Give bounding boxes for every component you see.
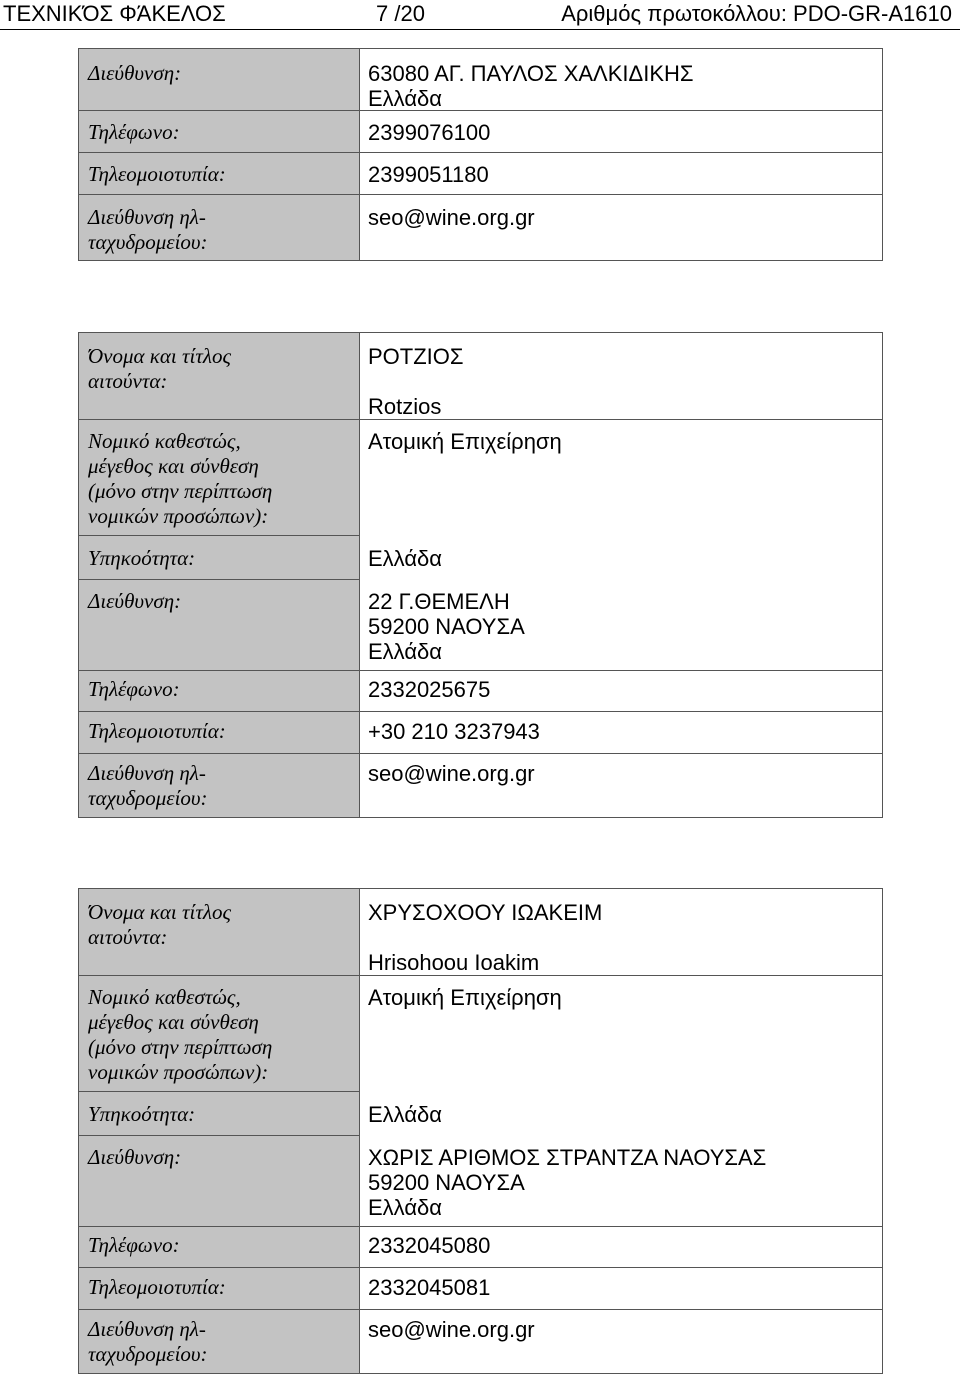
address-label: Διεύθυνση: [88, 589, 182, 613]
row-divider [79, 711, 882, 712]
phone-label: Τηλέφωνο: [88, 677, 180, 701]
phone-label: Τηλέφωνο: [88, 120, 180, 144]
address-value: ΧΩΡΙΣ ΑΡΙΘΜΟΣ ΣΤΡΑΝΤΖΑ ΝΑΟΥΣΑΣ 59200 ΝΑΟΥΣΑ Ελλάδα [368, 1145, 767, 1220]
row-divider [79, 670, 882, 671]
address-value: 22 Γ.ΘΕΜΕΛΗ 59200 ΝΑΟΥΣΑ Ελλάδα [368, 589, 525, 664]
row-divider [79, 1091, 359, 1092]
document-title: ΤΕΧΝΙΚΌΣ ΦΆΚΕΛΟΣ [3, 1, 226, 26]
applicant-name-value: ΧΡΥΣΟΧΟΟΥ ΙΩΑΚΕΙΜ [368, 900, 603, 925]
row-divider [79, 579, 359, 580]
fax-value: 2332045081 [368, 1275, 491, 1300]
email-label: Διεύθυνση ηλ- ταχυδρομείου: [88, 205, 208, 254]
applicant-name-value: ΡΟΤΖΙΟΣ [368, 344, 464, 369]
applicant-name-latin: Rotzios [368, 394, 442, 419]
phone-label: Τηλέφωνο: [88, 1233, 180, 1257]
nationality-label: Υπηκοότητα: [88, 1102, 196, 1126]
phone-value: 2332025675 [368, 677, 491, 702]
row-divider [79, 975, 882, 976]
label-column [79, 889, 360, 1373]
fax-label: Τηλεομοιοτυπία: [88, 719, 226, 743]
fax-label: Τηλεομοιοτυπία: [88, 162, 226, 186]
nationality-value: Ελλάδα [368, 546, 443, 571]
row-divider [79, 419, 882, 420]
applicant-block-3 [78, 888, 883, 1374]
legal-status-value: Ατομική Επιχείρηση [368, 985, 562, 1010]
applicant-contact-block-1 [78, 48, 883, 261]
row-divider [79, 1267, 882, 1268]
fax-value: 2399051180 [368, 162, 489, 187]
fax-value: +30 210 3237943 [368, 719, 540, 744]
legal-status-label: Νομικό καθεστώς, μέγεθος και σύνθεση (μόνο στην περίπτωση νομικών προσώπων): [88, 985, 273, 1084]
row-divider [79, 753, 882, 754]
protocol-number: Αριθμός πρωτοκόλλου: PDO-GR-A1610 [561, 1, 952, 26]
header-divider [0, 29, 960, 30]
phone-value: 2332045080 [368, 1233, 491, 1258]
legal-status-label: Νομικό καθεστώς, μέγεθος και σύνθεση (μόνο στην περίπτωση νομικών προσώπων): [88, 429, 273, 528]
email-value: seo@wine.org.gr [368, 761, 535, 786]
phone-value: 2399076100 [368, 120, 491, 145]
page-number: 7 /20 [376, 1, 425, 26]
row-divider [79, 1135, 359, 1136]
email-label: Διεύθυνση ηλ- ταχυδρομείου: [88, 761, 208, 810]
page-header [0, 0, 960, 30]
row-divider [79, 152, 882, 153]
fax-label: Τηλεομοιοτυπία: [88, 1275, 226, 1299]
address-label: Διεύθυνση: [88, 61, 182, 85]
applicant-name-label: Όνομα και τίτλος αιτούντα: [88, 900, 231, 949]
row-divider [79, 1309, 882, 1310]
nationality-value: Ελλάδα [368, 1102, 443, 1127]
row-divider [79, 535, 359, 536]
applicant-block-2 [78, 332, 883, 818]
email-value: seo@wine.org.gr [368, 1317, 535, 1342]
label-column [79, 333, 360, 817]
legal-status-value: Ατομική Επιχείρηση [368, 429, 562, 454]
email-value: seo@wine.org.gr [368, 205, 535, 230]
row-divider [79, 194, 882, 195]
email-label: Διεύθυνση ηλ- ταχυδρομείου: [88, 1317, 208, 1366]
nationality-label: Υπηκοότητα: [88, 546, 196, 570]
row-divider [79, 1226, 882, 1227]
address-value: 63080 ΑΓ. ΠΑΥΛΟΣ ΧΑΛΚΙΔΙΚΗΣ Ελλάδα [368, 61, 694, 111]
applicant-name-label: Όνομα και τίτλος αιτούντα: [88, 344, 231, 393]
address-label: Διεύθυνση: [88, 1145, 182, 1169]
applicant-name-latin: Hrisohoou Ioakim [368, 950, 540, 975]
